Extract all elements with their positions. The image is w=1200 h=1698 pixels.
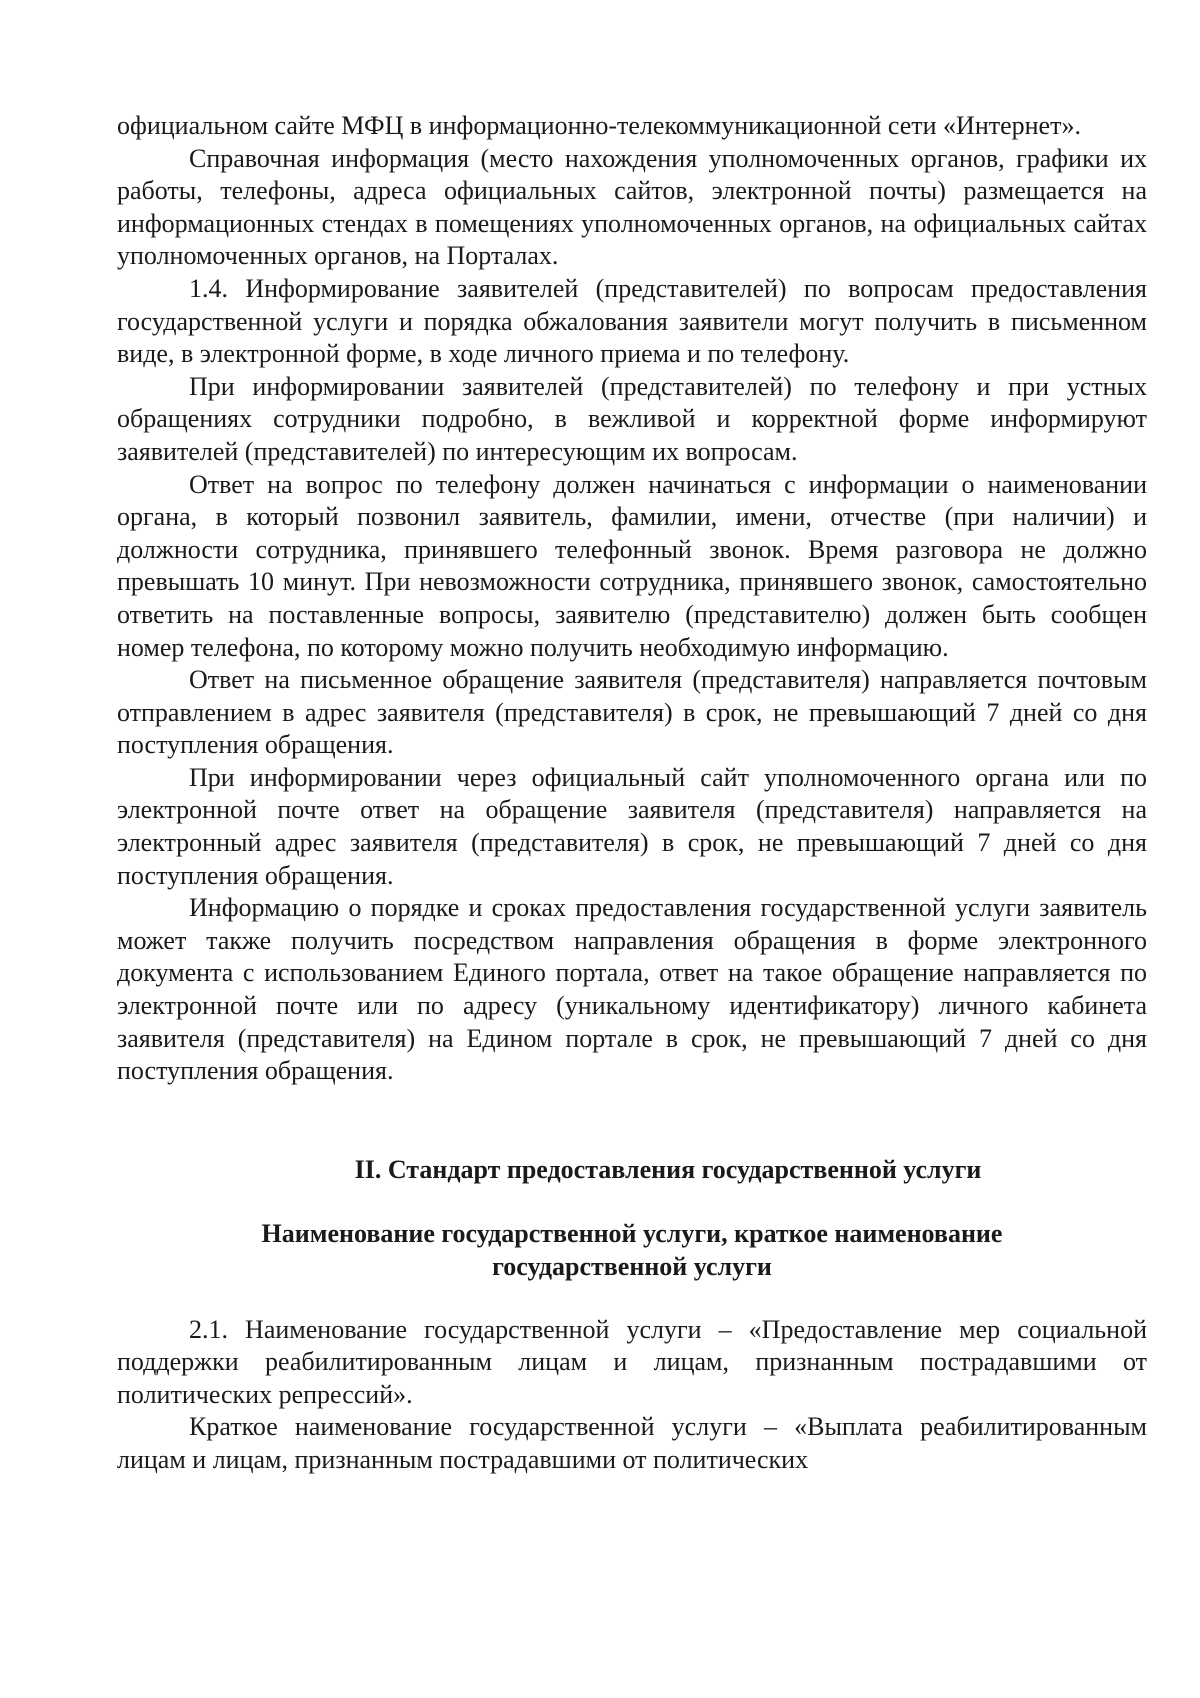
subheading-line-2: государственной услуги <box>492 1252 772 1281</box>
paragraph-mfc-site: официальном сайте МФЦ в информационно-телекоммуникационной сети «Интернет». <box>117 111 1081 140</box>
paragraph-2-1-service-name: 2.1. Наименование государственной услуги – «Предоставление мер социальной поддержки реабилитированным лицам и лицам, признанным пострадавшими от политических репрессий». <box>117 1314 1147 1409</box>
section-spacer <box>117 1088 1147 1154</box>
subheading-spacer <box>117 1284 1147 1314</box>
heading-spacer <box>117 1186 1147 1218</box>
paragraph-phone-answer: Ответ на вопрос по телефону должен начинаться с информации о наименовании органа, в который позвонил заявитель, фамилии, имени, отчестве (при наличии) и должности сотрудника, принявшего телефонный звонок. Время разговора не должно превышать 10 минут. При невозможности сотрудника, принявшего звонок, самостоятельно ответить на поставленные вопросы, заявителю (представителю) должен быть сообщен номер телефона, по которому можно получить необходимую информацию. <box>117 469 1147 662</box>
document-page <box>117 110 1147 1477</box>
paragraph-phone-informing: При информировании заявителей (представителей) по телефону и при устных обращениях сотрудники подробно, в вежливой и корректной форме информируют заявителей (представителей) по интересующим их вопросам. <box>117 371 1147 466</box>
paragraph-written-answer: Ответ на письменное обращение заявителя (представителя) направляется почтовым отправлением в адрес заявителя (представителя) в срок, не превышающий 7 дней со дня поступления обращения. <box>117 665 1147 760</box>
subheading-line-1: Наименование государственной услуги, краткое наименование <box>261 1219 1003 1249</box>
paragraph-reference-info: Справочная информация (место нахождения уполномоченных органов, графики их работы, телефоны, адреса официальных сайтов, электронной почты) размещается на информационных стендах в помещениях уполномоченных органов, на официальных сайтах уполномоченных органов, на Порталах. <box>117 143 1147 271</box>
paragraph-email-answer: При информировании через официальный сайт уполномоченного органа или по электронной почте ответ на обращение заявителя (представителя) направляется на электронный адрес заявителя (представителя) в срок, не превышающий 7 дней со дня поступления обращения. <box>117 762 1147 890</box>
paragraph-short-service-name: Краткое наименование государственной услуги – «Выплата реабилитированным лицам и лицам, признанным пострадавшими от политических <box>117 1412 1147 1474</box>
paragraph-unified-portal: Информацию о порядке и сроках предоставления государственной услуги заявитель может также получить посредством направления обращения в форме электронного документа с использованием Единого портала, ответ на такое обращение направляется по электронной почте или по адресу (уникальному идентификатору) личного кабинета заявителя (представителя) на Едином портале в срок, не превышающий 7 дней со дня поступления обращения. <box>117 893 1147 1086</box>
paragraph-1-4-informing: 1.4. Информирование заявителей (представителей) по вопросам предоставления государственной услуги и порядка обжалования заявители могут получить в письменном виде, в электронной форме, в ходе личного приема и по телефону. <box>117 273 1147 369</box>
section-heading: II. Стандарт предоставления государственной услуги <box>354 1154 982 1184</box>
